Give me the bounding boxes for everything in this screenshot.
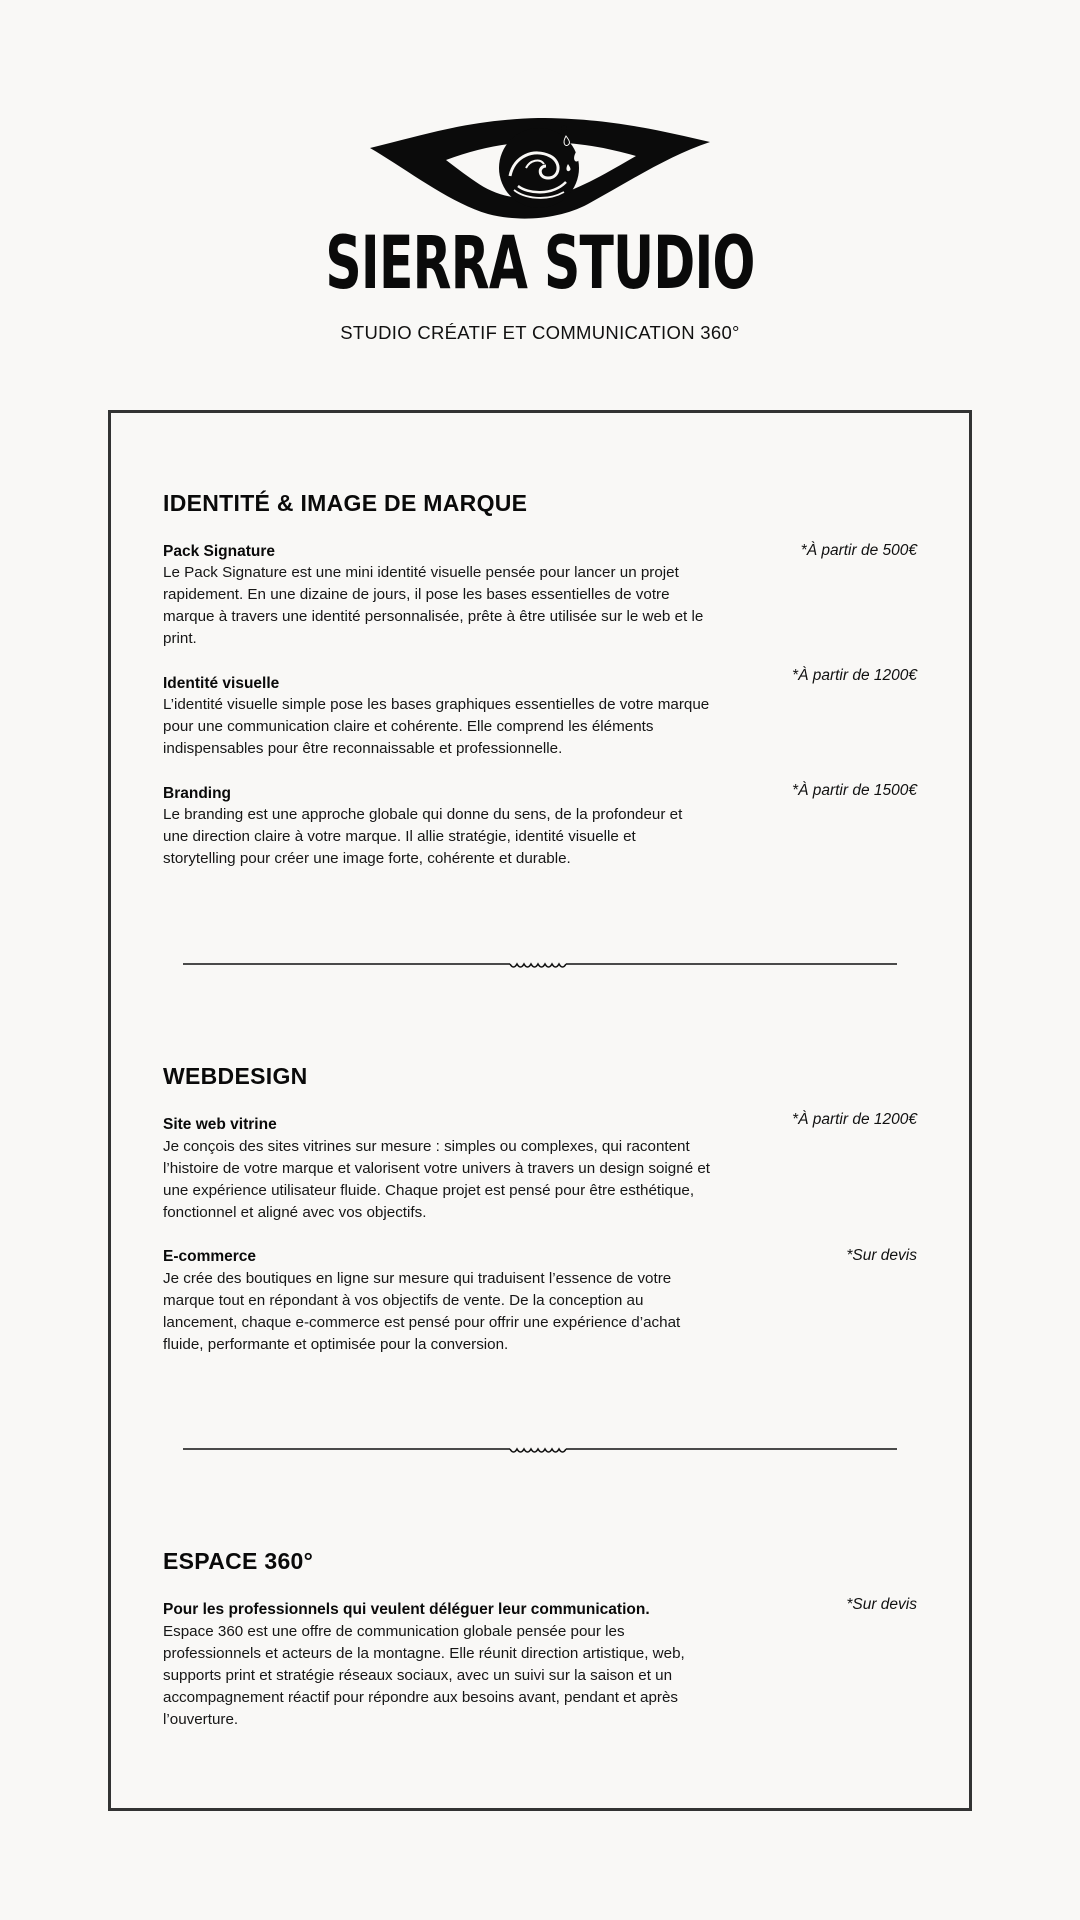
item-name-pack-signature: Pack Signature <box>163 543 275 560</box>
item-price-pack-signature: *À partir de 500€ <box>800 542 917 559</box>
item-name-e-commerce: E-commerce <box>163 1248 257 1265</box>
brand-name: SIERRA STUDIO <box>325 219 755 306</box>
item-name-espace-360: Pour les professionnels qui veulent déléguer leur communication. <box>163 1601 650 1618</box>
item-description-e-commerce: Je crée des boutiques en ligne sur mesure qui traduisent l’essence de votre marque tout en répondant à vos objectifs de vente. De la conception au lancement, chaque e-commerce est pensé pour offrir une expérience d’achat fluide, performante et optimisée pour la conversion. <box>163 1270 681 1353</box>
section-divider <box>183 958 897 974</box>
item-price-identite-visuelle: *À partir de 1200€ <box>792 667 917 684</box>
item-description-branding: Le branding est une approche globale qui donne du sens, de la profondeur et une direction claire à votre marque. Il allie stratégie, identité visuelle et storytelling pour créer une image forte, cohérente et durable. <box>163 806 683 867</box>
item-name-site-vitrine: Site web vitrine <box>163 1116 277 1133</box>
item-price-site-vitrine: *À partir de 1200€ <box>792 1111 917 1128</box>
item-description-pack-signature: Le Pack Signature est une mini identité visuelle pensée pour lancer un projet rapidement. En une dizaine de jours, il pose les bases essentielles de votre marque à travers une identité personnalisée, prête à être utilisée sur le web et le print. <box>163 564 704 647</box>
item-price-branding: *À partir de 1500€ <box>792 782 917 799</box>
item-name-identite-visuelle: Identité visuelle <box>163 675 280 692</box>
brand-tagline: STUDIO CRÉATIF ET COMMUNICATION 360° <box>340 322 740 343</box>
eye-wave-icon <box>368 112 712 224</box>
item-price-espace-360: *Sur devis <box>846 1596 917 1613</box>
section-title-espace-360: ESPACE 360° <box>163 1548 314 1574</box>
section-title-webdesign: WEBDESIGN <box>163 1063 308 1089</box>
item-description-site-vitrine: Je conçois des sites vitrines sur mesure : simples ou complexes, qui racontent l’histoire de votre marque et valorisent votre univers à travers un design soigné et une expérience utilisateur fluide. Chaque projet est pensé pour être esthétique, fonctionnel et aligné avec vos objectifs. <box>163 1138 711 1221</box>
section-title-identite: IDENTITÉ & IMAGE DE MARQUE <box>163 490 528 516</box>
item-description-identite-visuelle: L’identité visuelle simple pose les bases graphiques essentielles de votre marque pour une communication claire et cohérente. Elle comprend les éléments indispensables pour être reconnaissable et professionnelle. <box>163 696 710 757</box>
item-price-e-commerce: *Sur devis <box>846 1247 917 1264</box>
item-name-branding: Branding <box>163 785 232 802</box>
item-description-espace-360: Espace 360 est une offre de communication globale pensée pour les professionnels et acteurs de la montagne. Elle réunit direction artistique, web, supports print et stratégie réseaux sociaux, avec un suivi sur la saison et un accompagnement réactif pour répondre aux besoins avant, pendant et après l’ouverture. <box>163 1623 685 1728</box>
section-divider <box>183 1443 897 1459</box>
